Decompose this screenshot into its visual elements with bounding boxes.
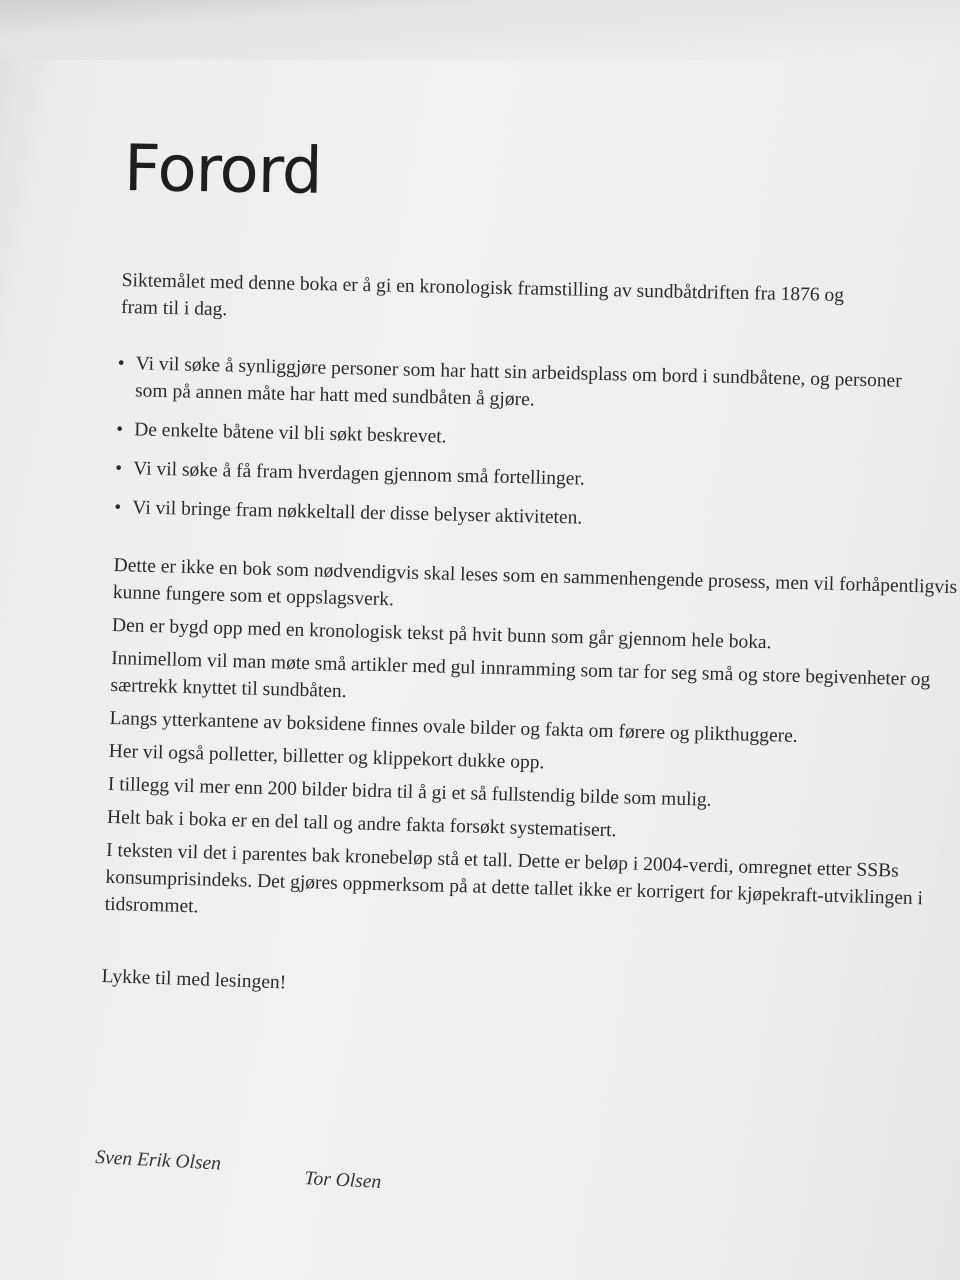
intro-paragraph: Siktemålet med denne boka er å gi en kronologisk framstilling av sundbåtdriften fra 1876 og fram til i dag. (120, 269, 845, 321)
list-item (115, 455, 915, 500)
body-text (104, 552, 960, 946)
body-paragraph: Langs ytterkantene av boksidene finnes ovale bilder og fakta om førere og plikthuggere. (109, 707, 798, 747)
bullet-icon: • (114, 496, 122, 519)
bullet-icon: • (117, 352, 125, 375)
author-signature: Sven Erik Olsen (94, 1147, 222, 1175)
list-item-text: Vi vil søke å få fram hverdagen gjennom små fortellinger. (133, 458, 585, 490)
list-item-text: De enkelte båtene vil bli søkt beskrevet. (133, 419, 447, 448)
list-item-text: Vi vil søke å synliggjøre personer som har hatt sin arbeidsplass om bord i sundbåtene, og personer som på annen måte har hatt med sundbåten å gjøre. (134, 353, 902, 411)
goals-list (114, 350, 918, 551)
body-paragraph: Dette er ikke en bok som nødvendigvis skal leses som en sammenhengende prosess, men vil forhåpentligvis kunne fungere som et oppslagsverk. (112, 554, 958, 611)
body-paragraph: Den er bygd opp med en kronologisk tekst på hvit bunn som går gjennom hele boka. (111, 614, 772, 654)
bullet-icon: • (115, 418, 124, 441)
body-paragraph: I tillegg vil mer enn 200 bilder bidra til å gi et så fullstendig bilde som mulig. (107, 773, 712, 811)
list-item (114, 494, 914, 539)
page-title: Forord (123, 132, 323, 209)
list-item (117, 350, 918, 422)
list-item-text: Vi vil bringe fram nøkkeltall der disse belyser aktiviteten. (132, 497, 583, 529)
list-item (116, 416, 916, 461)
bullet-icon: • (115, 457, 123, 480)
body-paragraph: Helt bak i boka er en del tall og andre fakta forsøkt systematisert. (106, 806, 617, 842)
body-paragraph: Innimellom vil man møte små artikler med gul innramming som tar for seg små og store begivenheter og særtrekk knyttet til sundbåten. (110, 647, 931, 703)
closing-line: Lykke til med lesingen! (101, 966, 287, 994)
body-paragraph: Her vil også polletter, billetter og klippekort dukke opp. (108, 740, 545, 774)
body-paragraph: I teksten vil det i parentes bak kronebeløp stå et tall. Dette er beløp i 2004-verdi, omregnet etter SSBs konsumprisindeks. Det gjøres oppmerksom på at dette tallet ikke er korrigert for kjøpekraft-utviklingen i tidsrommet. (104, 839, 924, 918)
author-signature: Tor Olsen (303, 1168, 382, 1193)
